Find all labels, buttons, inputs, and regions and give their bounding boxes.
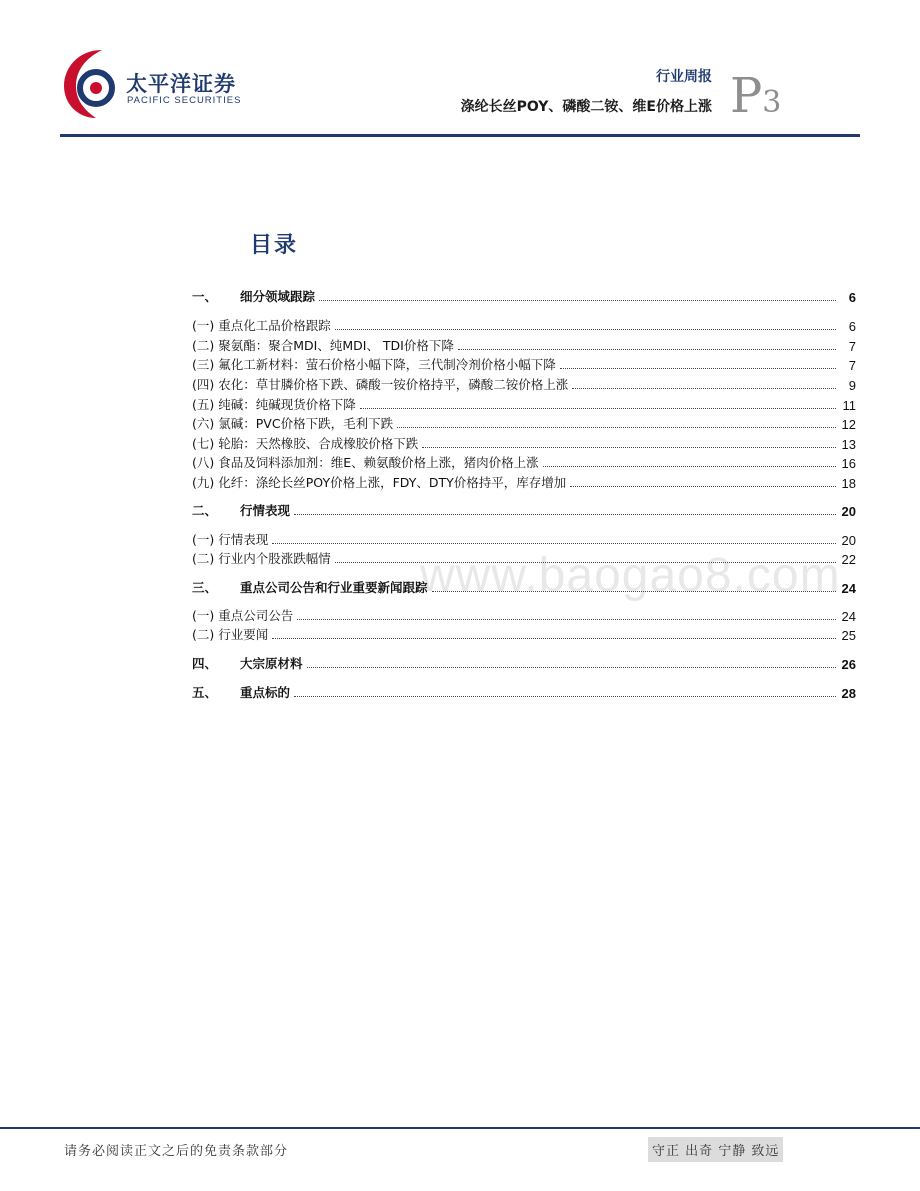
toc-entry-label: 聚氨酯：聚合MDI、纯MDI、 TDI价格下降 [218, 338, 454, 353]
toc-leader-dots [432, 591, 836, 592]
toc-entry-number: 一、 [192, 289, 218, 304]
toc-entry[interactable] [192, 625, 856, 643]
toc-entry-number: 二、 [192, 503, 218, 518]
toc-entry-number: 四、 [192, 656, 218, 671]
page-number [730, 68, 782, 124]
toc-entry-number: (一) [192, 532, 215, 547]
toc-entry[interactable] [192, 434, 856, 452]
toc-entry-number: (七) [192, 436, 215, 451]
toc-entry[interactable] [192, 473, 856, 491]
page-letter: P [730, 68, 763, 124]
toc-leader-dots [335, 329, 836, 330]
toc-entry[interactable] [192, 549, 856, 567]
toc-leader-dots [458, 349, 836, 350]
toc-entry-number: (二) [192, 551, 215, 566]
toc-entry[interactable] [192, 414, 856, 432]
toc-leader-dots [543, 466, 836, 467]
toc-entry[interactable] [192, 530, 856, 548]
page-number-digit: 3 [762, 85, 782, 120]
toc-entry-number: (三) [192, 357, 215, 372]
company-logo [62, 46, 242, 122]
toc-entry-label: 纯碱：纯碱现货价格下降 [218, 397, 356, 412]
toc-entry-page: 12 [841, 417, 856, 432]
toc-entry-label: 重点公司公告 [218, 608, 294, 623]
toc-entry-label: 大宗原材料 [240, 656, 303, 671]
footer-motto: 守正 出奇 宁静 致远 [648, 1137, 783, 1162]
toc-entry-number: (八) [192, 455, 215, 470]
toc-entry[interactable] [192, 683, 856, 701]
toc-leader-dots [272, 543, 836, 544]
toc-entry-page: 20 [841, 533, 856, 548]
toc-entry-number: (九) [192, 475, 215, 490]
toc-entry-label: 重点标的 [240, 685, 291, 700]
company-name-en: PACIFIC SECURITIES [127, 95, 242, 106]
toc-entry-page: 7 [848, 339, 856, 354]
toc-leader-dots [560, 368, 836, 369]
toc-entry-label: 氟化工新材料：萤石价格小幅下降，三代制冷剂价格小幅下降 [218, 357, 556, 372]
toc-entry-page: 18 [841, 476, 856, 491]
toc-entry-page: 22 [841, 552, 856, 567]
toc-leader-dots [360, 408, 836, 409]
toc-entry-page: 26 [841, 657, 856, 672]
toc-entry[interactable] [192, 578, 856, 596]
toc-entry[interactable] [192, 501, 856, 519]
footer-disclaimer: 请务必阅读正文之后的免责条款部分 [64, 1144, 289, 1159]
toc-entry-label: 行情表现 [240, 503, 291, 518]
toc-entry[interactable] [192, 375, 856, 393]
toc-entry-page: 20 [841, 504, 856, 519]
toc-entry[interactable] [192, 336, 856, 354]
toc-leader-dots [335, 562, 836, 563]
toc-entry-page: 6 [848, 319, 856, 334]
report-type: 行业周报 [656, 69, 712, 85]
company-name-cn: 太平洋证券 [126, 72, 236, 96]
toc-entry-number: (二) [192, 627, 215, 642]
toc-entry-page: 9 [848, 378, 856, 393]
toc-entry-label: 行业内个股涨跌幅情 [218, 551, 331, 566]
footer-divider [0, 1127, 920, 1129]
toc-entry-page: 24 [841, 581, 856, 596]
report-title: 涤纶长丝POY、磷酸二铵、维E价格上涨 [460, 99, 712, 115]
toc-leader-dots [572, 388, 836, 389]
watermark: www.baogao8.com [420, 549, 841, 602]
toc-entry[interactable] [192, 316, 856, 334]
toc-entry-label: 重点公司公告和行业重要新闻跟踪 [240, 580, 428, 595]
toc-entry-number: (四) [192, 377, 215, 392]
toc-entry[interactable] [192, 453, 856, 471]
toc-entry-label: 农化：草甘膦价格下跌、磷酸一铵价格持平，磷酸二铵价格上涨 [218, 377, 569, 392]
toc-entry-number: (二) [192, 338, 215, 353]
toc-leader-dots [570, 486, 836, 487]
toc-entry-page: 6 [848, 290, 856, 305]
toc-entry-number: 三、 [192, 580, 218, 595]
toc-entry-page: 11 [842, 398, 856, 413]
toc-entry-label: 食品及饲料添加剂：维E、赖氨酸价格上涨，猪肉价格上涨 [218, 455, 539, 470]
toc-leader-dots [307, 667, 836, 668]
toc-entry-label: 行业要闻 [218, 627, 269, 642]
toc-entry[interactable] [192, 654, 856, 672]
toc-entry-number: (一) [192, 318, 215, 333]
toc-entry-label: 轮胎：天然橡胶、合成橡胶价格下跌 [218, 436, 419, 451]
toc-leader-dots [297, 619, 836, 620]
toc-entry-page: 28 [841, 686, 856, 701]
toc-entry-label: 氯碱：PVC价格下跌，毛利下跌 [218, 416, 394, 431]
toc-leader-dots [272, 638, 836, 639]
toc-entry-label: 化纤：涤纶长丝POY价格上涨，FDY、DTY价格持平，库存增加 [218, 475, 567, 490]
toc-entry[interactable] [192, 355, 856, 373]
toc-entry-number: (五) [192, 397, 215, 412]
toc-entry-label: 重点化工品价格跟踪 [218, 318, 331, 333]
toc-entry-number: (六) [192, 416, 215, 431]
toc-entry-label: 细分领域跟踪 [240, 289, 316, 304]
pacific-securities-logo-icon [62, 46, 124, 122]
toc-entry[interactable] [192, 287, 856, 305]
toc-leader-dots [319, 300, 836, 301]
toc-leader-dots [397, 427, 836, 428]
toc-entry-number: (一) [192, 608, 215, 623]
toc-title: 目录 [250, 233, 299, 258]
toc-entry-label: 行情表现 [218, 532, 269, 547]
toc-entry-page: 25 [841, 628, 856, 643]
toc-leader-dots [294, 696, 836, 697]
toc-leader-dots [294, 514, 836, 515]
toc-entry-page: 24 [841, 609, 856, 624]
header-divider [60, 134, 860, 137]
toc-entry-page: 16 [841, 456, 856, 471]
toc-entry-page: 13 [841, 437, 856, 452]
toc-entry-number: 五、 [192, 685, 218, 700]
toc-leader-dots [422, 447, 836, 448]
toc-entry[interactable] [192, 606, 856, 624]
toc-entry-page: 7 [848, 358, 856, 373]
toc-entry[interactable] [192, 395, 856, 413]
